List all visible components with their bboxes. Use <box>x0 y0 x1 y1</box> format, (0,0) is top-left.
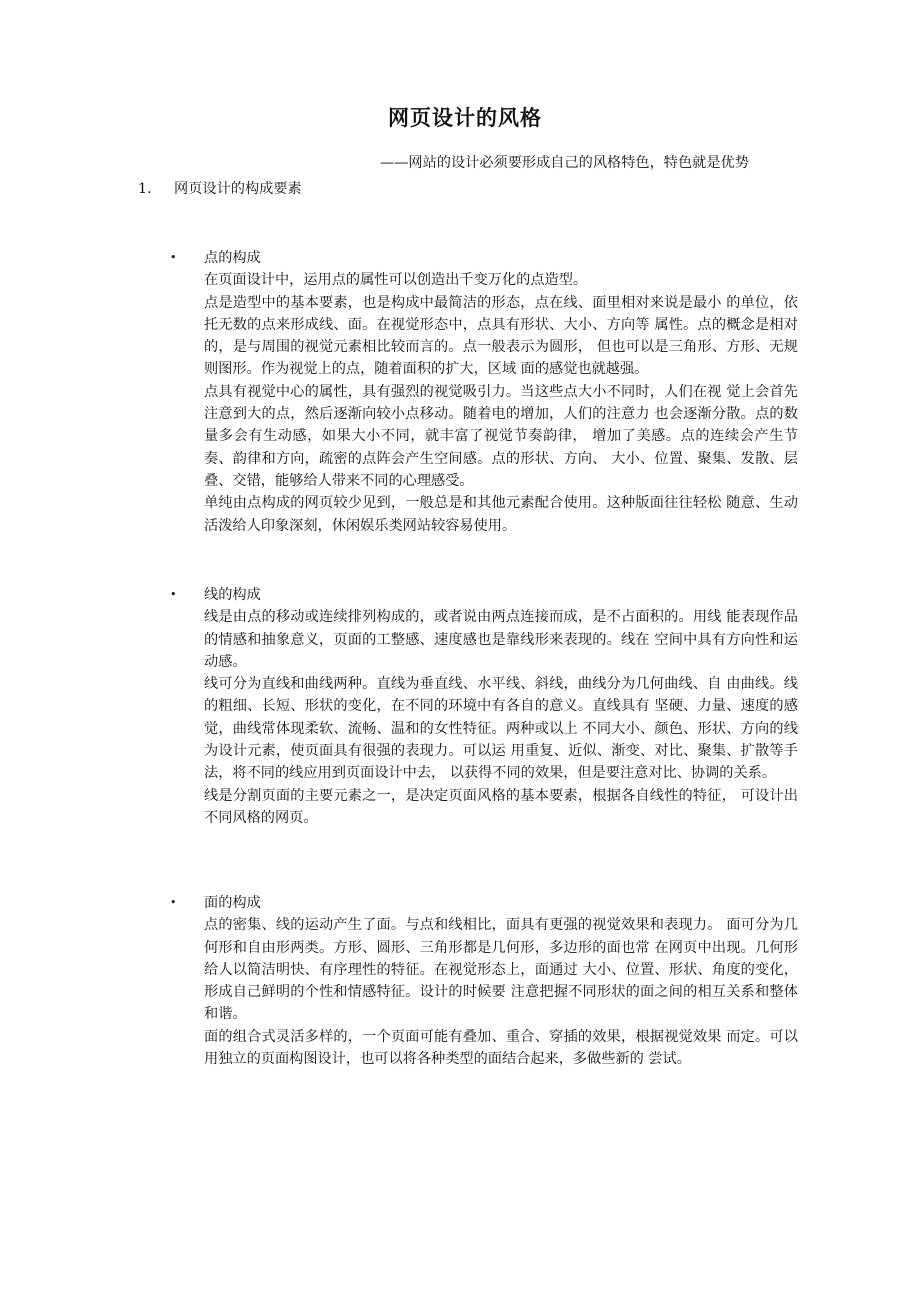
section-line <box>170 584 798 829</box>
paragraph: 线可分为直线和曲线两种。直线为垂直线、水平线、斜线，曲线分为几何曲线、自 由曲线。线的粗细、长短、形状的变化，在不同的环境中有各自的意义。直线具有 坚硬、力量、速度的感觉，曲线常体现柔软、流畅、温和的女性特征。两种或以上 不同大小、颜色、形状、方向的线为设计元素，使页面具有很强的表现力。可以运 用重复、近似、渐变、对比、聚集、扩散等手法，将不同的线应用到页面设计中去， 以获得不同的效果，但是要注意对比、协调的关系。 <box>204 676 798 782</box>
paragraph: 在页面设计中，运用点的属性可以创造出千变万化的点造型。 <box>204 272 588 289</box>
paragraph: 线是分割页面的主要元素之一，是决定页面风格的基本要素，根据各自线性的特征， 可设计出不同风格的网页。 <box>204 787 798 826</box>
bullet-icon: • <box>170 896 177 909</box>
paragraph: 点是造型中的基本要素，也是构成中最简洁的形态，点在线、面里相对来说是最小 的单位，依托无数的点来形成线、面。在视觉形态中，点具有形状、大小、方向等 属性。点的概念是相对的，是与周围的视觉元素相比较而言的。点一般表示为圆形， 但也可以是三角形、方形、无规则图形。作为视觉上的点，随着面积的扩大，区域 面的感觉也就越强。 <box>204 294 798 378</box>
numbered-heading <box>138 178 302 198</box>
paragraph: 单纯由点构成的网页较少见到，一般总是和其他元素配合使用。这种版面往往轻松 随意、生动活泼给人印象深刻，休闲娱乐类网站较容易使用。 <box>204 495 798 534</box>
numbered-heading-text: 网页设计的构成要素 <box>174 181 302 197</box>
section-dot <box>170 247 798 537</box>
page-subtitle: ——网站的设计必须要形成自己的风格特色，特色就是优势 <box>380 155 749 171</box>
paragraph: 线是由点的移动或连续排列构成的，或者说由两点连接而成，是不占面积的。用线 能表现作品的情感和抽象意义，页面的工整感、速度感也是靠线形来表现的。线在 空间中具有方向性和运动感。 <box>204 609 798 670</box>
bullet-icon: • <box>170 251 177 264</box>
numbered-heading-number: 1. <box>138 181 152 197</box>
section-face <box>170 892 798 1070</box>
paragraph: 面的组合式灵活多样的，一个页面可能有叠加、重合、穿插的效果，根据视觉效果 而定。可以用独立的页面构图设计，也可以将各种类型的面结合起来，多做些新的 尝试。 <box>204 1028 798 1068</box>
section-heading: 面的构成 <box>204 895 261 911</box>
section-heading: 线的构成 <box>204 587 261 603</box>
paragraph: 点的密集、线的运动产生了面。与点和线相比，面具有更强的视觉效果和表现力。 面可分为几何形和自由形两类。方形、圆形、三角形都是几何形，多边形的面也常 在网页中出现。几何形给人以简洁明快、有序理性的特征。在视觉形态上，面通过 大小、位置、形状、角度的变化，形成自己鲜明的个性和情感特征。设计的时候要 注意把握不同形状的面之间的相互关系和整体和谐。 <box>204 917 798 1023</box>
section-heading: 点的构成 <box>204 250 261 266</box>
bullet-icon: • <box>170 588 177 601</box>
paragraph: 点具有视觉中心的属性，具有强烈的视觉吸引力。当这些点大小不同时，人们在视 觉上会首先注意到大的点，然后逐渐向较小点移动。随着电的增加，人们的注意力 也会逐渐分散。点的数量多会有生动感，如果大小不同，就丰富了视觉节奏韵律， 增加了美感。点的连续会产生节奏、韵律和方向，疏密的点阵会产生空间感。点的形状、方向、 大小、位置、聚集、发散、层叠、交错，能够给人带来不同的心理感受。 <box>204 383 798 489</box>
page-title: 网页设计的风格 <box>388 105 542 130</box>
